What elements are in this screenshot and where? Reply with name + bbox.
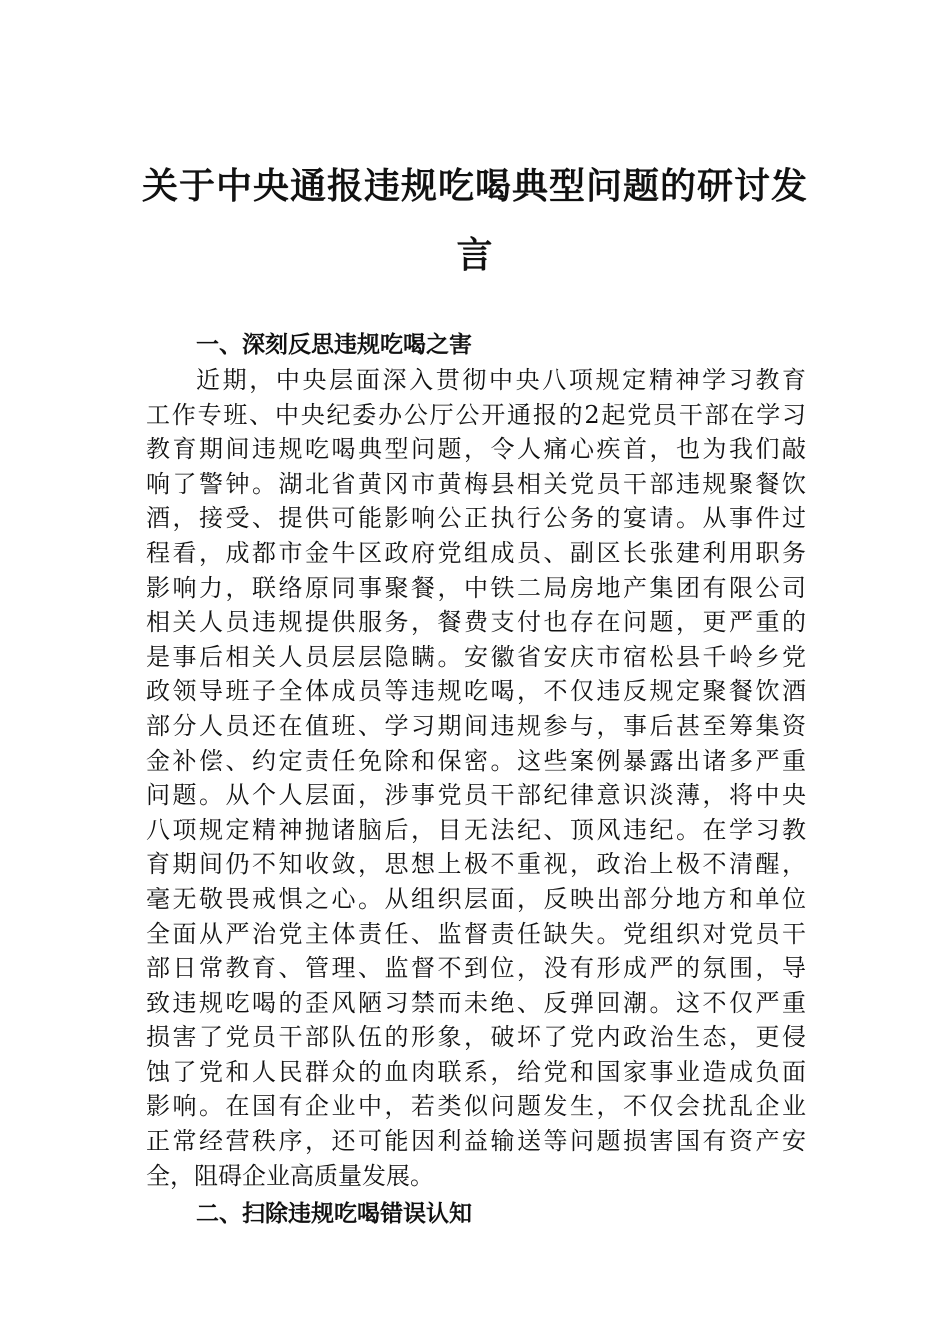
body-line: 近期，中央层面深入贯彻中央八项规定精神学习教育 (196, 366, 806, 394)
body-line: 致违规吃喝的歪风陋习禁而未绝、反弹回潮。这不仅严重 (146, 988, 806, 1017)
body-line: 蚀了党和人民群众的血肉联系，给党和国家事业造成负面 (146, 1057, 806, 1086)
document-title-line-1: 关于中央通报违规吃喝典型问题的研讨发 (141, 165, 808, 207)
section-1-body (146, 363, 806, 1193)
body-line: 酒，接受、提供可能影响公正执行公务的宴请。从事件过 (146, 504, 806, 533)
section-2-heading: 二、扫除违规吃喝错误认知 (196, 1201, 472, 1227)
body-line: 八项规定精神抛诸脑后，目无法纪、顶风违纪。在学习教 (146, 815, 806, 844)
body-line: 损害了党员干部队伍的形象，破坏了党内政治生态，更侵 (146, 1023, 806, 1052)
body-line: 部日常教育、管理、监督不到位，没有形成严的氛围，导 (146, 954, 806, 983)
body-line: 响了警钟。湖北省黄冈市黄梅县相关党员干部违规聚餐饮 (146, 469, 806, 498)
body-line: 毫无敬畏戒惧之心。从组织层面，反映出部分地方和单位 (146, 884, 806, 913)
section-1-heading: 一、深刻反思违规吃喝之害 (196, 332, 472, 358)
body-line: 是事后相关人员层层隐瞒。安徽省安庆市宿松县千岭乡党 (146, 642, 806, 671)
body-line: 金补偿、约定责任免除和保密。这些案例暴露出诸多严重 (146, 746, 806, 775)
body-line: 育期间仍不知收敛，思想上极不重视，政治上极不清醒， (146, 850, 806, 879)
body-line: 全面从严治党主体责任、监督责任缺失。党组织对党员干 (146, 919, 806, 948)
document-title-line-2: 言 (456, 234, 494, 276)
body-line: 程看，成都市金牛区政府党组成员、副区长张建利用职务 (146, 538, 806, 567)
body-line: 问题。从个人层面，涉事党员干部纪律意识淡薄，将中央 (146, 781, 806, 810)
body-line: 影响。在国有企业中，若类似问题发生，不仅会扰乱企业 (146, 1092, 806, 1121)
body-line: 正常经营秩序，还可能因利益输送等问题损害国有资产安 (146, 1127, 806, 1156)
body-line: 全，阻碍企业高质量发展。 (146, 1161, 434, 1190)
body-line: 部分人员还在值班、学习期间违规参与，事后甚至筹集资 (146, 711, 806, 740)
body-line: 教育期间违规吃喝典型问题，令人痛心疾首，也为我们敲 (146, 435, 806, 464)
body-line: 政领导班子全体成员等违规吃喝，不仅违反规定聚餐饮酒 (146, 677, 806, 706)
body-line: 影响力，联络原同事聚餐，中铁二局房地产集团有限公司 (146, 573, 806, 602)
body-line: 相关人员违规提供服务，餐费支付也存在问题，更严重的 (146, 608, 806, 637)
body-line: 工作专班、中央纪委办公厅公开通报的2起党员干部在学习 (146, 400, 806, 429)
